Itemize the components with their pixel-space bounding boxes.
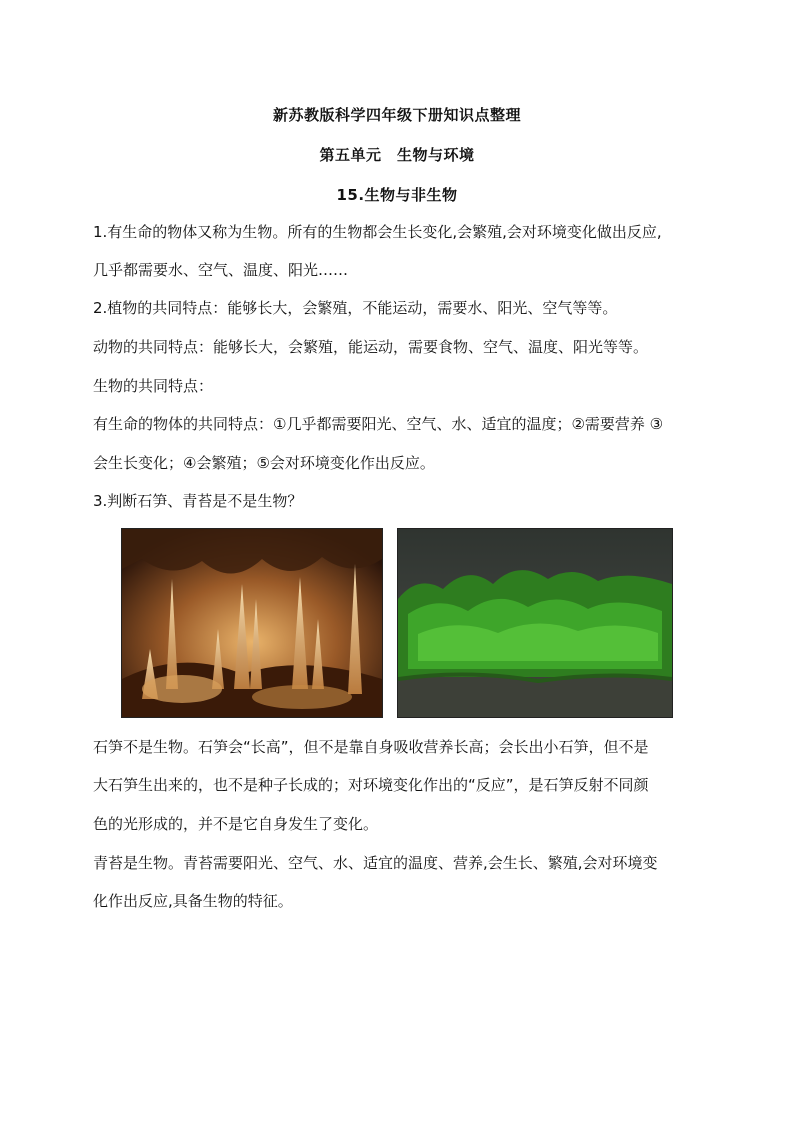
paragraph-line: 动物的共同特点：能够长大，会繁殖，能运动，需要食物、空气、温度、阳光等等。: [93, 338, 649, 356]
unit-heading: 第五单元 生物与环境: [319, 146, 475, 164]
moss-image: [398, 529, 672, 717]
paragraph-line: 生物的共同特点：: [93, 377, 214, 395]
paragraph-line: 石笋不是生物。石笋会“长高”，但不是靠自身吸收营养长高；会长出小石笋，但不是: [93, 738, 649, 756]
stalagmite-image: [122, 529, 382, 717]
paragraph-line: 几乎都需要水、空气、温度、阳光……: [93, 261, 349, 279]
paragraph-line: 有生命的物体的共同特点：①几乎都需要阳光、空气、水、适宜的温度；②需要营养 ③: [93, 415, 664, 433]
paragraph-line: 化作出反应,具备生物的特征。: [93, 892, 293, 910]
paragraph-line: 大石笋生出来的，也不是种子长成的；对环境变化作出的“反应”，是石笋反射不同颜: [93, 776, 649, 794]
paragraph-line: 会生长变化；④会繁殖；⑤会对环境变化作出反应。: [93, 454, 435, 472]
stalagmite-photo: [121, 528, 383, 718]
document-title: 新苏教版科学四年级下册知识点整理: [272, 106, 521, 124]
paragraph-line: 青苔是生物。青苔需要阳光、空气、水、适宜的温度、营养,会生长、繁殖,会对环境变: [93, 854, 658, 872]
moss-photo: [397, 528, 673, 718]
paragraph-line: 色的光形成的，并不是它自身发生了变化。: [93, 815, 379, 833]
paragraph-line: 2.植物的共同特点：能够长大，会繁殖，不能运动，需要水、阳光、空气等等。: [93, 299, 618, 317]
paragraph-line: 1.有生命的物体又称为生物。所有的生物都会生长变化,会繁殖,会对环境变化做出反应,: [93, 223, 662, 241]
lesson-heading: 15.生物与非生物: [336, 186, 458, 204]
paragraph-line: 3.判断石笋、青苔是不是生物？: [93, 492, 303, 510]
